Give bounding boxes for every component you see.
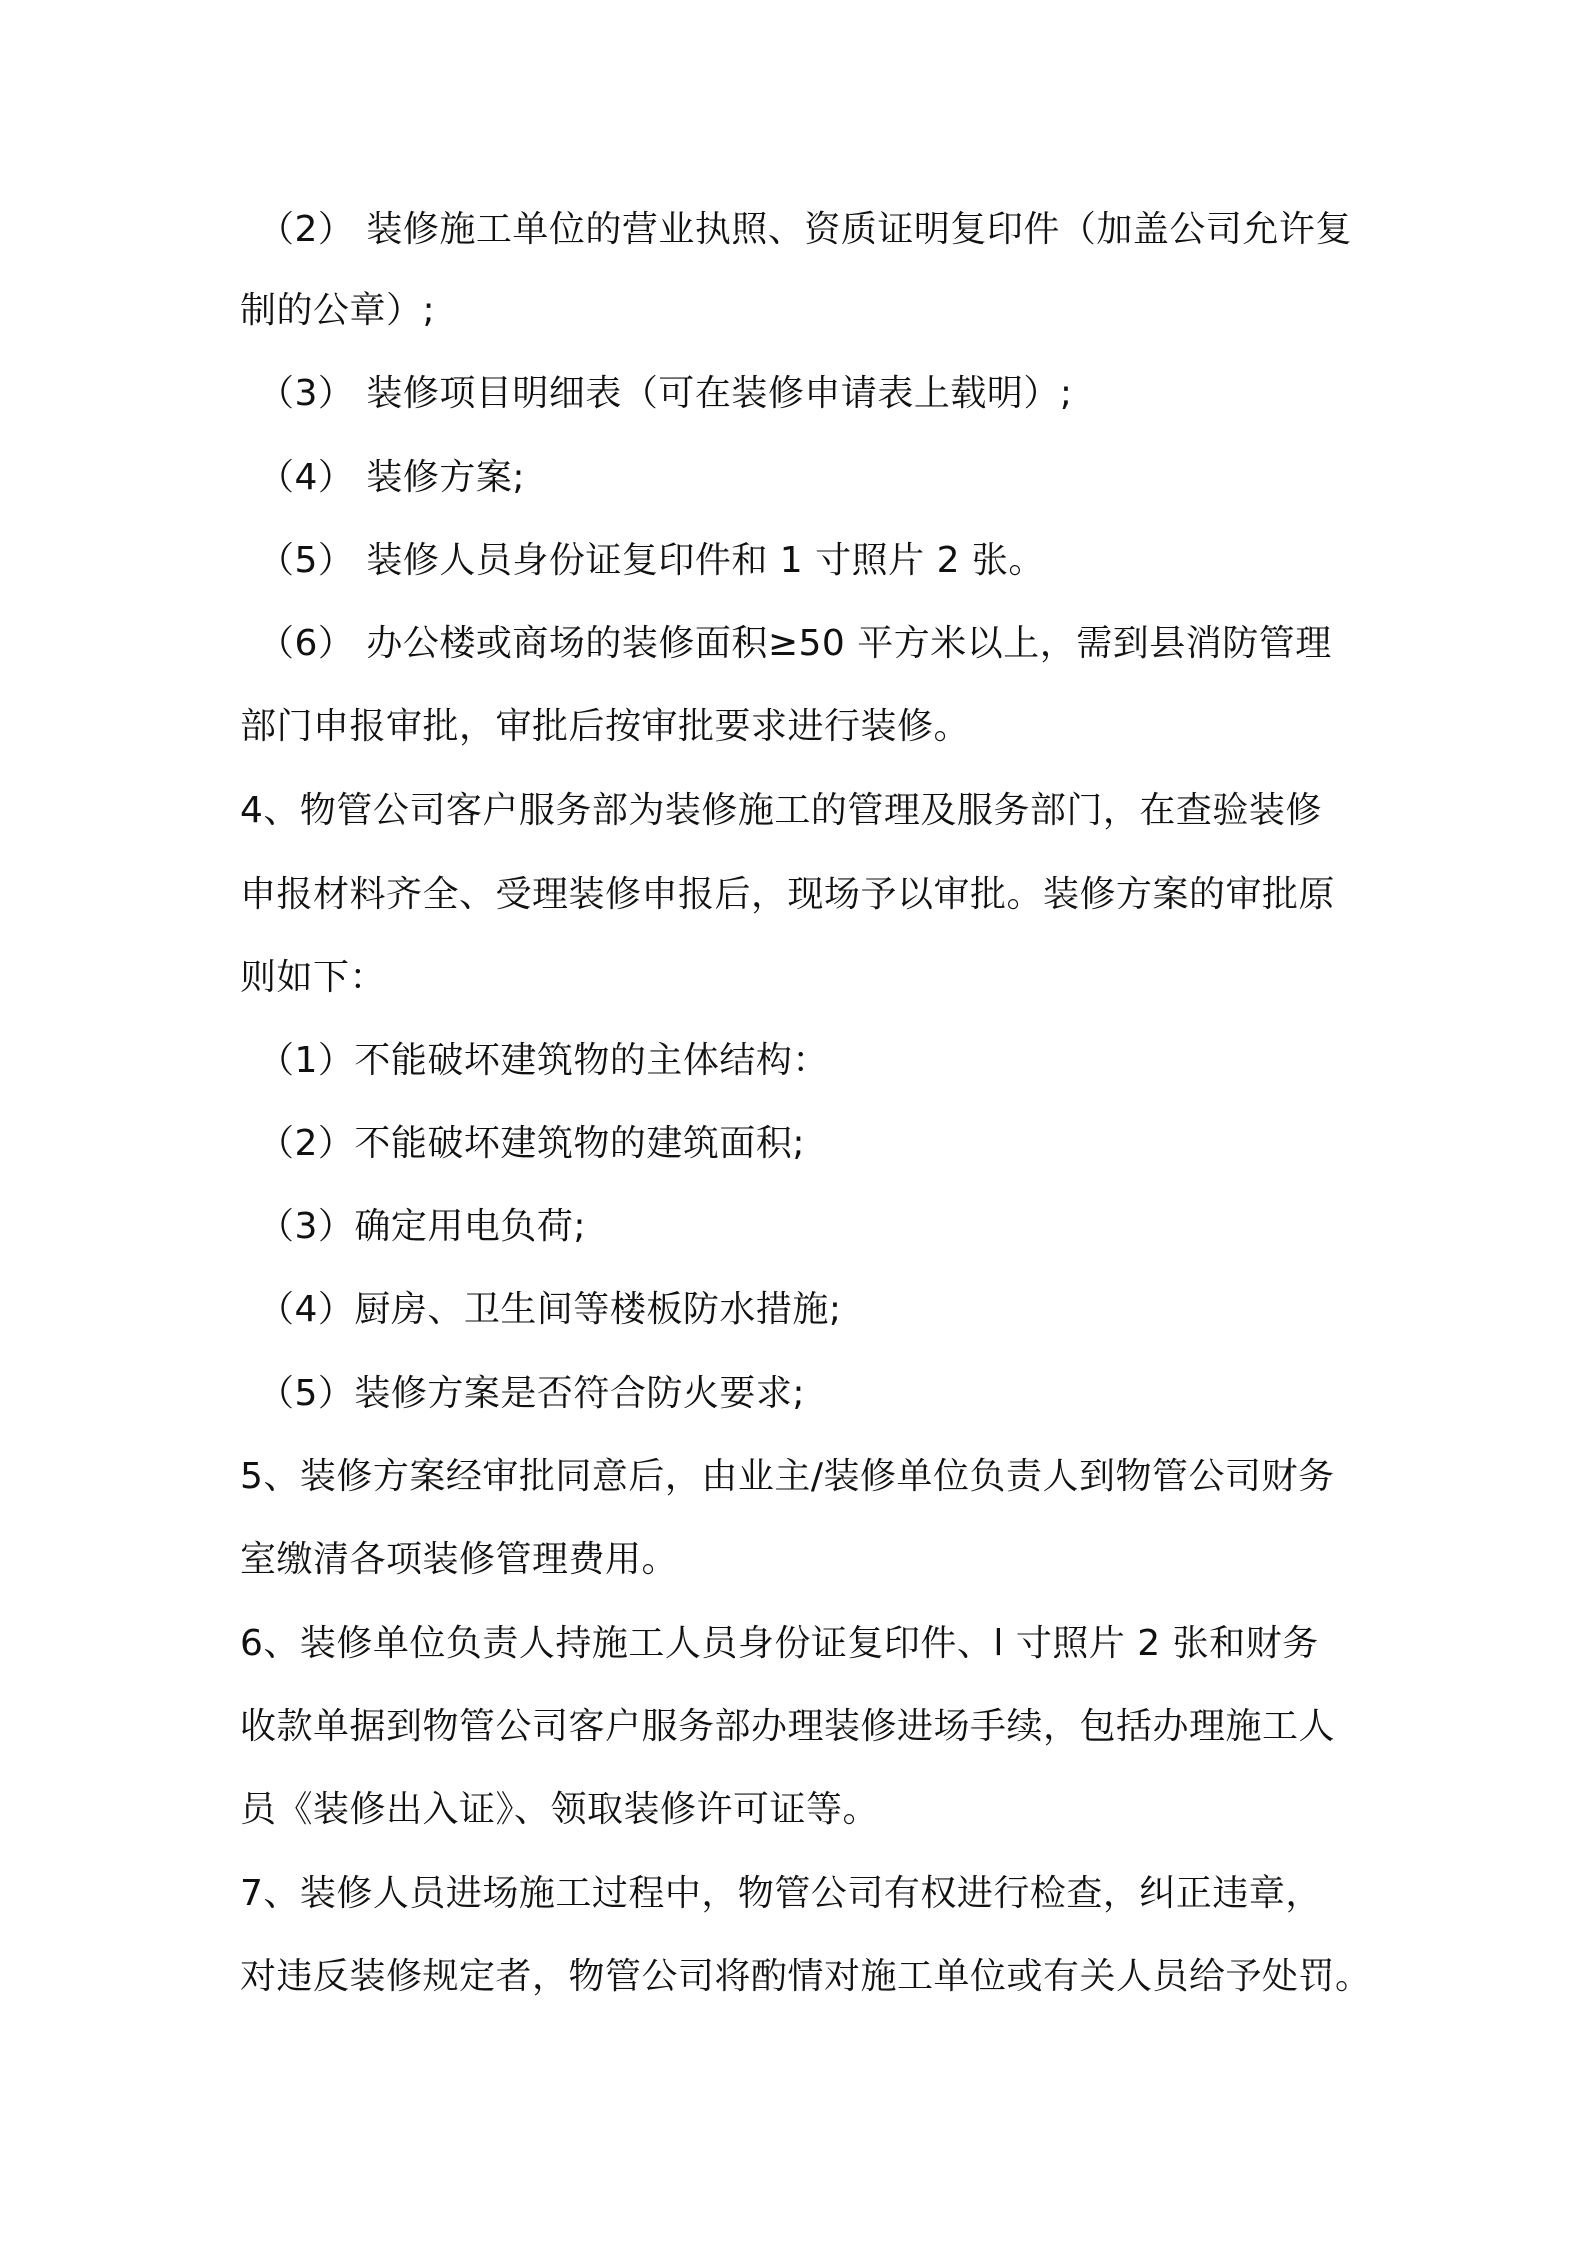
text-line: 部门申报审批，审批后按审批要求进行装修。 <box>240 706 971 747</box>
text-line: 6、装修单位负责人持施工人员身份证复印件、l 寸照片 2 张和财务 <box>240 1623 1319 1664</box>
text-line: （4）厨房、卫生间等楼板防水措施; <box>258 1289 842 1330</box>
text-line: 员《装修出入证》、领取装修许可证等。 <box>240 1789 880 1830</box>
text-line: （2） 装修施工单位的营业执照、资质证明复印件（加盖公司允许复 <box>258 209 1352 250</box>
text-line: 7、装修人员进场施工过程中，物管公司有权进行检查，纠正违章， <box>240 1873 1322 1914</box>
text-line: 室缴清各项装修管理费用。 <box>240 1539 679 1580</box>
text-line: （3）确定用电负荷; <box>258 1206 587 1247</box>
text-line: （6） 办公楼或商场的装修面积≥50 平方米以上，需到县消防管理 <box>258 623 1332 664</box>
text-line: （4） 装修方案; <box>258 457 525 498</box>
text-line: 4、物管公司客户服务部为装修施工的管理及服务部门，在查验装修 <box>240 790 1322 831</box>
text-line: 收款单据到物管公司客户服务部办理装修进场手续，包括办理施工人 <box>240 1706 1336 1747</box>
text-line: 申报材料齐全、受理装修申报后，现场予以审批。装修方案的审批原 <box>240 874 1336 915</box>
text-line: （1）不能破坏建筑物的主体结构： <box>258 1040 829 1081</box>
text-line: （5）装修方案是否符合防火要求; <box>258 1373 806 1414</box>
text-line: 5、装修方案经审批同意后，由业主/装修单位负责人到物管公司财务 <box>240 1456 1335 1497</box>
text-line: 则如下： <box>240 957 387 998</box>
text-line: （2）不能破坏建筑物的建筑面积; <box>258 1123 806 1164</box>
text-line: 对违反装修规定者，物管公司将酌情对施工单位或有关人员给予处罚。 <box>240 1956 1372 1997</box>
text-line: 制的公章）; <box>240 290 436 331</box>
text-line: （5） 装修人员身份证复印件和 1 寸照片 2 张。 <box>258 540 1045 581</box>
text-line: （3） 装修项目明细表（可在装修申请表上载明）; <box>258 373 1073 414</box>
